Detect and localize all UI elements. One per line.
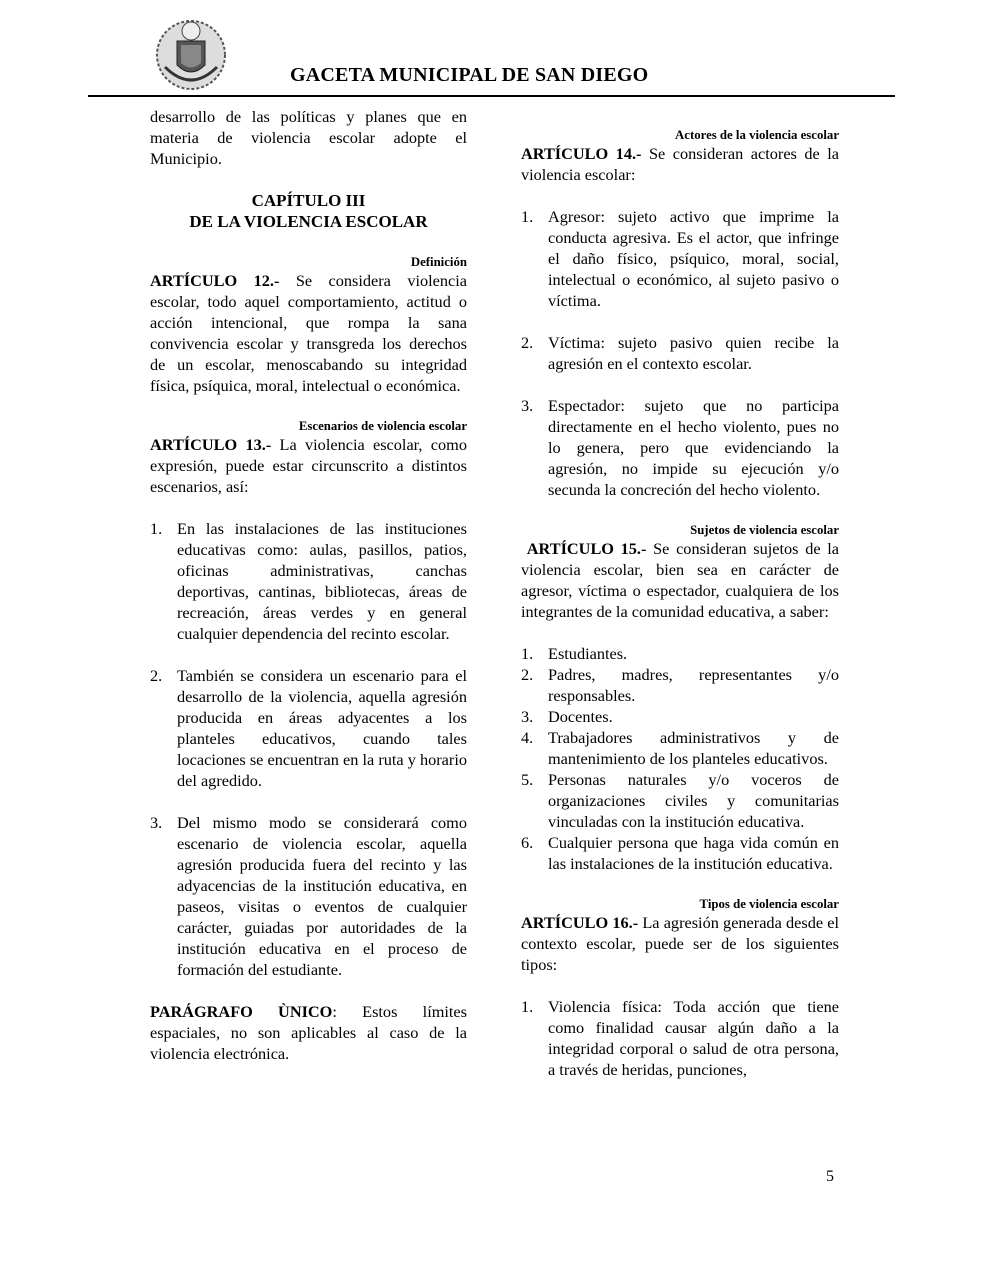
item-number: 3. — [150, 813, 163, 832]
article-label: ARTÍCULO 16.- — [521, 913, 639, 932]
article-14 — [521, 143, 839, 185]
article-label: ARTÍCULO 14.- — [521, 144, 642, 163]
page-number: 5 — [826, 1168, 834, 1185]
article-label: ARTÍCULO 12.- — [150, 271, 280, 290]
section-heading: Definición — [410, 255, 467, 269]
article-16 — [521, 912, 839, 975]
item-number: 1. — [521, 207, 534, 226]
chapter-number: CAPÍTULO III — [251, 191, 366, 210]
item-text: Personas naturales y/o voceros de organizaciones civiles y comunitarias vinculadas con la institución educativa. — [548, 770, 839, 831]
list-item — [521, 727, 839, 769]
subjects-list — [521, 643, 839, 874]
item-text: Espectador: sujeto que no participa directamente en el hecho violento, pues no lo genera, pero que evidenciando la agresión, no impide su ejecución y/o secunda la concreción del hecho violento. — [548, 396, 839, 499]
item-text: Violencia física: Toda acción que tiene como finalidad causar algún daño a la integridad corporal o salud de otra persona, a través de heridas, punciones, — [548, 997, 839, 1079]
item-number: 1. — [521, 997, 534, 1016]
item-number: 2. — [521, 665, 534, 684]
item-text: Estudiantes. — [548, 644, 628, 663]
list-item — [521, 832, 839, 874]
item-text: Víctima: sujeto pasivo quien recibe la agresión en el contexto escolar. — [548, 333, 839, 373]
article-text: Se consideran sujetos de la violencia escolar, bien sea en carácter de agresor, víctima o espectador, cualquiera de los integrantes de la comunidad educativa, a saber: — [521, 539, 839, 621]
item-number: 1. — [150, 519, 163, 538]
item-number: 3. — [521, 707, 534, 726]
paragrafo-unico — [150, 1001, 467, 1064]
section-heading: Escenarios de violencia escolar — [298, 419, 467, 433]
chapter-title: DE LA VIOLENCIA ESCOLAR — [189, 212, 428, 231]
article-text: La violencia escolar, como expresión, puede estar circunscrito a distintos escenarios, así: — [150, 435, 467, 496]
list-item — [150, 518, 467, 644]
intro-paragraph: desarrollo de las políticas y planes que en materia de violencia escolar adopte el Municipio. — [150, 107, 467, 168]
list-item — [150, 812, 467, 980]
article-15 — [521, 538, 839, 622]
list-item — [521, 206, 839, 311]
article-label: ARTÍCULO 15.- — [521, 539, 647, 558]
article-label: ARTÍCULO 13.- — [150, 435, 272, 454]
item-text: Padres, madres, representantes y/o responsables. — [548, 665, 839, 705]
actors-list — [521, 206, 839, 500]
item-text: Del mismo modo se considerará como escenario de violencia escolar, aquella agresión producida fuera del recinto y las adyacencias de la institución educativa, en paseos, visitas o eventos de cualquier carácter, guiadas por autoridades de la institución educativa en el proceso de formación del estudiante. — [177, 813, 467, 979]
item-number: 5. — [521, 770, 534, 789]
item-number: 3. — [521, 396, 534, 415]
article-text: La agresión generada desde el contexto escolar, puede ser de los siguientes tipos: — [521, 913, 840, 974]
article-12 — [150, 270, 467, 396]
item-number: 2. — [150, 666, 163, 685]
list-item — [150, 665, 467, 791]
header-divider — [88, 95, 895, 97]
list-item — [521, 769, 839, 832]
item-text: Trabajadores administrativos y de mantenimiento de los planteles educativos. — [548, 728, 839, 768]
paragrafo-text: : Estos límites espaciales, no son aplicables al caso de la violencia electrónica. — [150, 1002, 467, 1063]
list-item — [521, 332, 839, 374]
gazette-title: GACETA MUNICIPAL DE SAN DIEGO — [290, 64, 649, 86]
list-item — [521, 395, 839, 500]
item-text: En las instalaciones de las instituciones educativas como: aulas, pasillos, patios, oficinas administrativas, canchas deportivas, cantinas, bibliotecas, áreas de recreación, áreas verdes y en general cualquier dependencia del recinto escolar. — [177, 519, 467, 643]
item-number: 6. — [521, 833, 534, 852]
left-column — [150, 106, 467, 1064]
article-text: Se consideran actores de la violencia escolar: — [521, 144, 840, 184]
list-item — [521, 664, 839, 706]
coat-of-arms-logo — [155, 17, 227, 93]
list-item — [521, 643, 839, 664]
article-text: Se considera violencia escolar, todo aquel comportamiento, actitud o acción intencional, que rompa la sana convivencia escolar y transgreda los derechos de un escolar, menoscabando su integridad física, psíquica, moral, intelectual o económica. — [150, 271, 468, 395]
item-text: También se considera un escenario para el desarrollo de la violencia, aquella agresión producida en áreas adyacentes a los planteles educativos, cuando tales locaciones se encuentran en la ruta y horario del agredido. — [177, 666, 467, 790]
section-heading: Sujetos de violencia escolar — [690, 523, 839, 537]
list-item — [521, 706, 839, 727]
scenario-list — [150, 518, 467, 980]
section-heading: Tipos de violencia escolar — [699, 897, 839, 911]
item-number: 2. — [521, 333, 534, 352]
item-text: Docentes. — [548, 707, 613, 726]
item-text: Agresor: sujeto activo que imprime la conducta agresiva. Es el actor, que infringe el daño físico, psíquico, moral, social, intelectual o económico, al sujeto pasivo o víctima. — [548, 207, 839, 310]
item-number: 4. — [521, 728, 534, 747]
list-item — [521, 996, 839, 1080]
article-13 — [150, 434, 467, 497]
violence-types-list — [521, 996, 839, 1080]
paragrafo-label: PARÁGRAFO ÙNICO — [150, 1002, 333, 1021]
section-heading: Actores de la violencia escolar — [675, 128, 839, 142]
right-column — [521, 127, 839, 1080]
item-text: Cualquier persona que haga vida común en las instalaciones de la institución educativa. — [548, 833, 839, 873]
item-number: 1. — [521, 644, 534, 663]
